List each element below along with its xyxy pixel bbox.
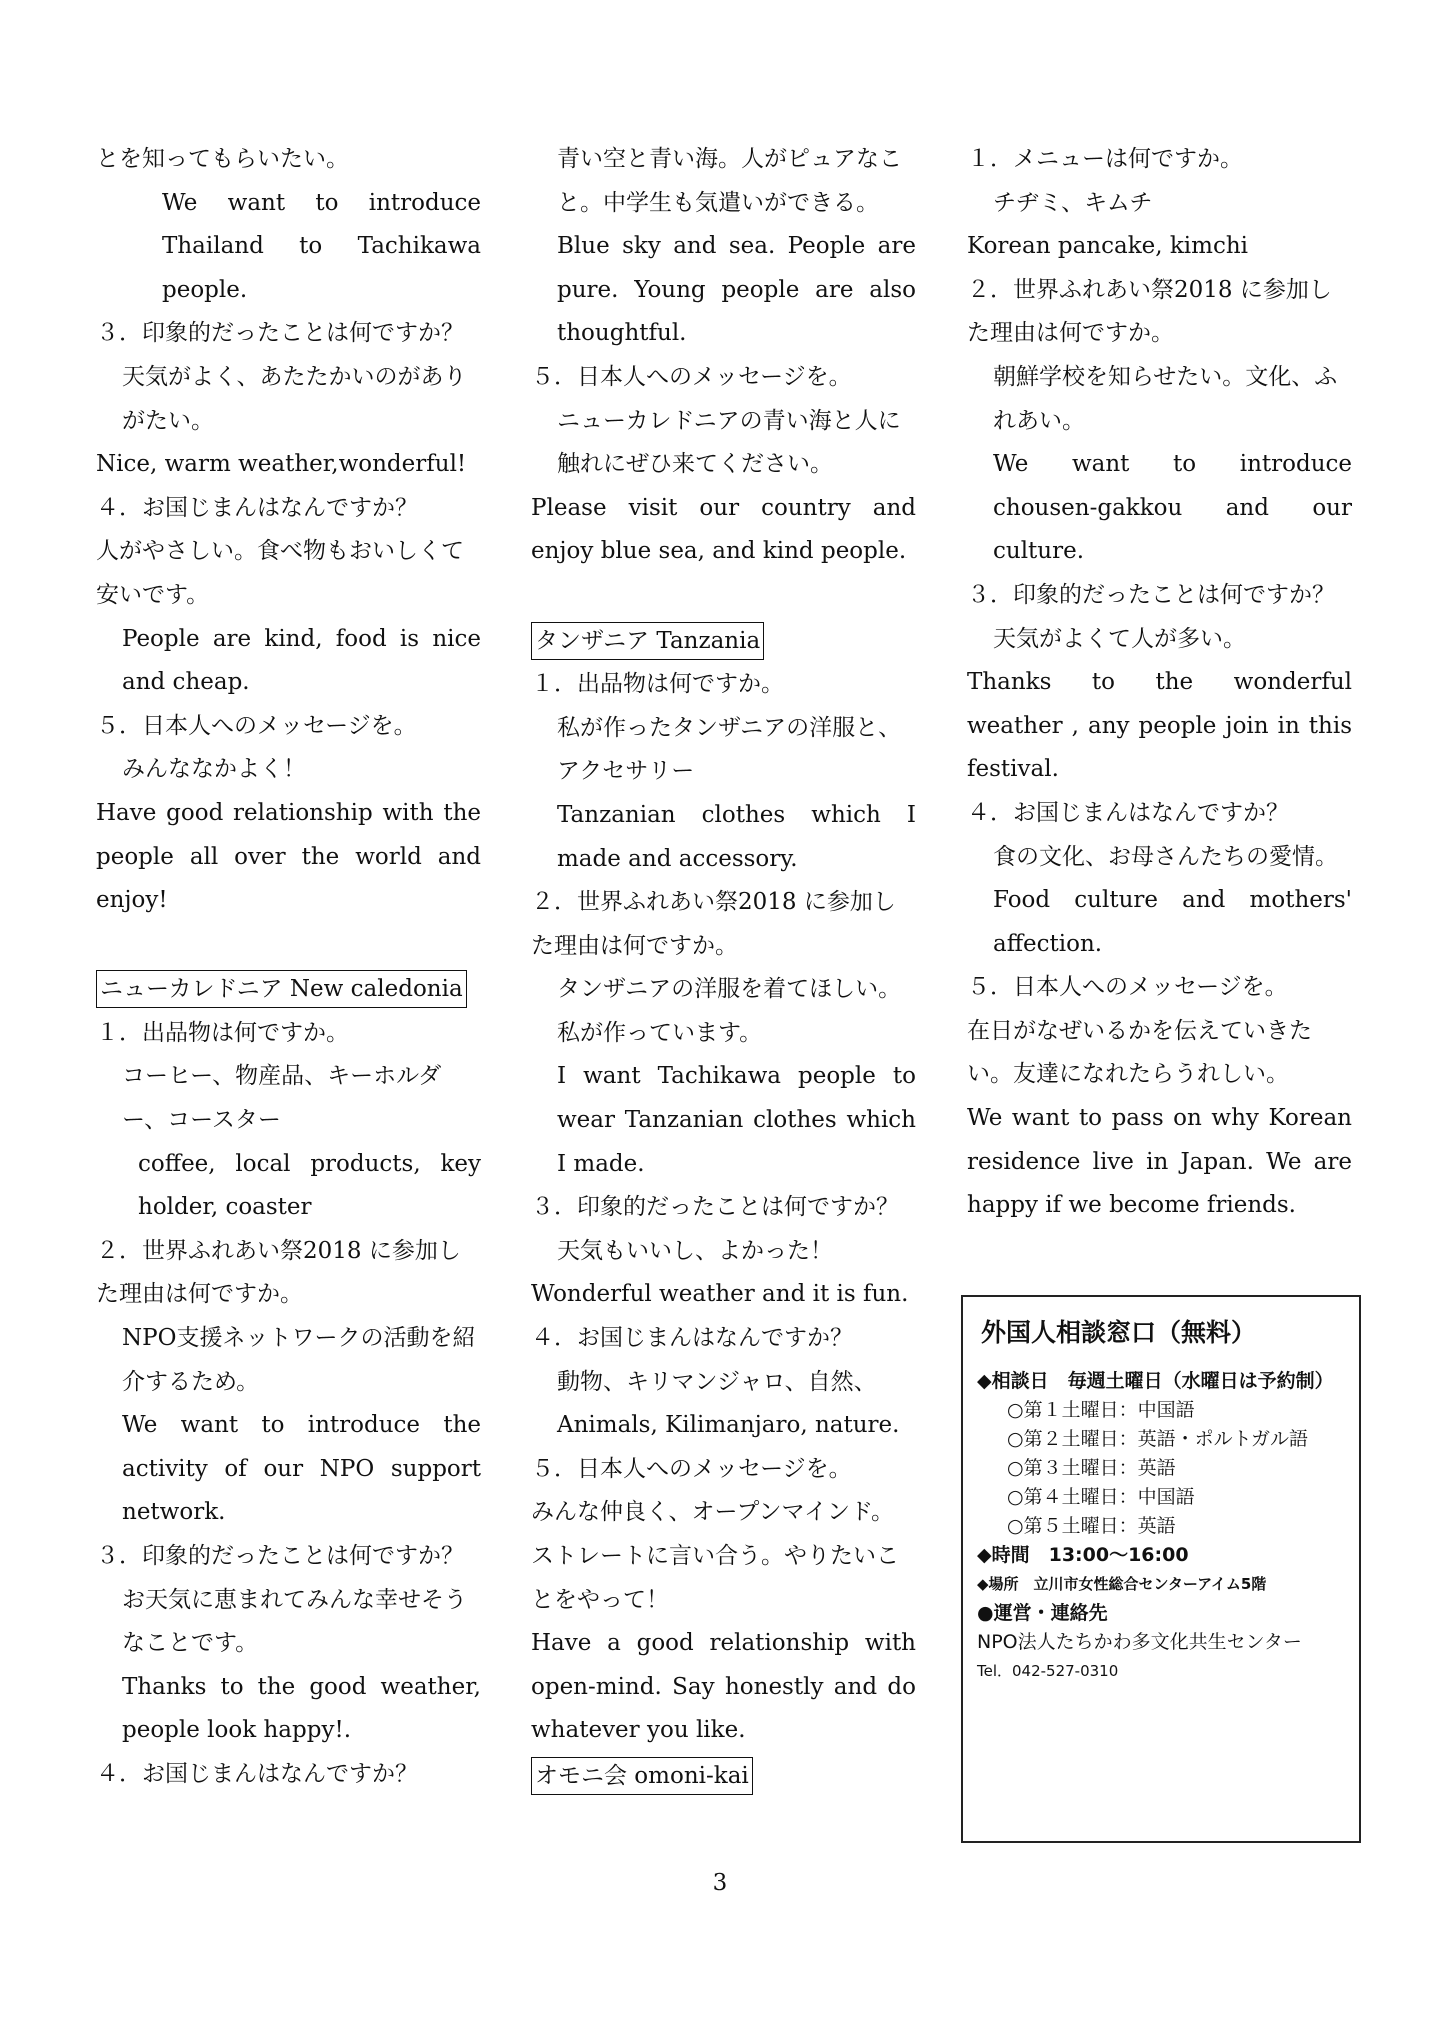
- consultation-schedule-header: ◆相談日 毎週土曜日（水曜日は予約制）: [977, 1370, 1334, 1392]
- question-5: ５．日本人へのメッセージを。: [531, 363, 852, 390]
- answer-english: People are kind, food is nice and cheap.: [122, 625, 481, 696]
- consultation-time: ◆時間 13:00～16:00: [977, 1544, 1189, 1566]
- question-5: ５．日本人へのメッセージを。: [96, 712, 417, 739]
- answer-english: We want to introduce the activity of our NPO support network.: [122, 1412, 481, 1526]
- answer-text: チヂミ、キムチ: [993, 189, 1153, 216]
- consultation-operator-header: ●運営・連絡先: [977, 1602, 1108, 1624]
- text-line-english: We want to introduce Thailand to Tachikawa people.: [162, 189, 481, 303]
- question-3: ３．印象的だったことは何ですか？: [96, 320, 464, 347]
- schedule-item: ○第３土曜日：英語: [1007, 1457, 1176, 1479]
- question-3: ３．印象的だったことは何ですか？: [531, 1194, 899, 1221]
- question-4: ４．お国じまんはなんですか？: [96, 1760, 418, 1787]
- consultation-place: ◆場所 立川市女性総合センターアイム5階: [977, 1575, 1267, 1593]
- schedule-item: ○第４土曜日：中国語: [1007, 1486, 1195, 1508]
- answer-text: 天気がよくて人が多い。: [993, 625, 1246, 652]
- question-2: ２．世界ふれあい祭2018 に参加した理由は何ですか。: [967, 276, 1332, 347]
- answer-text: NPO支援ネットワークの活動を紹介するため。: [122, 1325, 476, 1395]
- answer-english: I want Tachikawa people to wear Tanzanian clothes which I made.: [557, 1063, 916, 1177]
- answer-english: Wonderful weather and it is fun.: [531, 1281, 909, 1308]
- question-4: ４．お国じまんはなんですか？: [967, 799, 1289, 826]
- answer-english: Nice, warm weather,wonderful!: [96, 451, 467, 478]
- answer-text: 動物、キリマンジャロ、自然、: [557, 1368, 877, 1395]
- section-title-omoni-kai: オモニ会 omoni-kai: [531, 1757, 753, 1795]
- answer-text: 青い空と青い海。人がピュアなこと。中学生も気遣いができる。: [557, 146, 902, 216]
- question-5: ５．日本人へのメッセージを。: [531, 1455, 852, 1482]
- question-5: ５．日本人へのメッセージを。: [967, 974, 1288, 1001]
- answer-text: 人がやさしい。食べ物もおいしくて安いです。: [96, 538, 464, 608]
- question-2: ２．世界ふれあい祭2018 に参加した理由は何ですか。: [531, 889, 896, 959]
- consultation-tel: Tel．042-527-0310: [977, 1662, 1119, 1680]
- column-1: [96, 138, 481, 1797]
- section-title-new-caledonia: ニューカレドニア New caledonia: [96, 970, 467, 1008]
- answer-text: みんななかよく！: [122, 756, 306, 783]
- answer-english: Korean pancake, kimchi: [967, 233, 1249, 260]
- section-title-tanzania: タンザニア Tanzania: [531, 622, 764, 660]
- consultation-title: 外国人相談窓口（無料）: [981, 1318, 1257, 1347]
- answer-text: コーヒー、物産品、キーホルダー、コースター: [122, 1063, 442, 1134]
- question-2: ２．世界ふれあい祭2018 に参加した理由は何ですか。: [96, 1237, 461, 1308]
- question-1: １．メニューは何ですか。: [967, 146, 1243, 172]
- answer-english: We want to pass on why Korean residence live in Japan. We are happy if we become friends.: [967, 1105, 1352, 1219]
- answer-english: Have good relationship with the people all over the world and enjoy!: [96, 799, 481, 914]
- answer-english: Tanzanian clothes which I made and accessory.: [557, 801, 916, 872]
- answer-text: お天気に恵まれてみんな幸せそうなことです。: [122, 1586, 467, 1657]
- column-2: [531, 138, 916, 1799]
- answer-english: Blue sky and sea. People are pure. Young people are also thoughtful.: [557, 233, 916, 347]
- answer-text: 天気もいいし、よかった！: [557, 1237, 833, 1264]
- answer-text: 天気がよく、あたたかいのがありがたい。: [122, 363, 467, 434]
- answer-text: 食の文化、お母さんたちの愛情。: [993, 843, 1338, 870]
- consultation-info-box: [961, 1295, 1361, 1843]
- answer-english: Please visit our country and enjoy blue sea, and kind people.: [531, 494, 916, 565]
- answer-english: Thanks to the good weather, people look happy!.: [122, 1673, 481, 1744]
- answer-english: coffee, local products, key holder, coaster: [138, 1150, 481, 1221]
- answer-english: Animals, Kilimanjaro, nature.: [557, 1412, 900, 1439]
- schedule-item: ○第５土曜日：英語: [1007, 1515, 1176, 1537]
- answer-english: Have a good relationship with open-mind. Say honestly and do whatever you like.: [531, 1630, 916, 1744]
- answer-english: Food culture and mothers' affection.: [993, 887, 1352, 957]
- question-1: １．出品物は何ですか。: [96, 1019, 349, 1046]
- question-3: ３．印象的だったことは何ですか？: [96, 1543, 464, 1569]
- text-line: とを知ってもらいたい。: [96, 146, 349, 172]
- answer-text: 朝鮮学校を知らせたい。文化、ふれあい。: [993, 363, 1338, 434]
- question-3: ３．印象的だったことは何ですか？: [967, 581, 1335, 608]
- answer-text: みんな仲良く、オープンマインド。ストレートに言い合う。やりたいことをやって！: [531, 1499, 899, 1613]
- column-3: [967, 138, 1352, 1228]
- question-4: ４．お国じまんはなんですか？: [531, 1325, 853, 1352]
- answer-text: 私が作ったタンザニアの洋服と、アクセサリー: [557, 714, 902, 785]
- answer-text: ニューカレドニアの青い海と人に触れにぜひ来てください。: [557, 407, 901, 478]
- page-number: 3: [712, 1870, 728, 1896]
- consultation-operator-name: NPO法人たちかわ多文化共生センター: [977, 1631, 1302, 1653]
- schedule-item: ○第２土曜日：英語・ポルトガル語: [1007, 1428, 1309, 1450]
- question-1: １．出品物は何ですか。: [531, 671, 784, 698]
- question-4: ４．お国じまんはなんですか？: [96, 494, 418, 521]
- answer-text: 在日がなぜいるかを伝えていきたい。友達になれたらうれしい。: [967, 1017, 1312, 1088]
- schedule-item: ○第１土曜日：中国語: [1007, 1399, 1195, 1421]
- answer-english: We want to introduce chousen-gakkou and our culture.: [993, 451, 1352, 565]
- answer-english: Thanks to the wonderful weather , any people join in this festival.: [967, 669, 1352, 783]
- answer-text: タンザニアの洋服を着てほしい。私が作っています。: [557, 976, 902, 1046]
